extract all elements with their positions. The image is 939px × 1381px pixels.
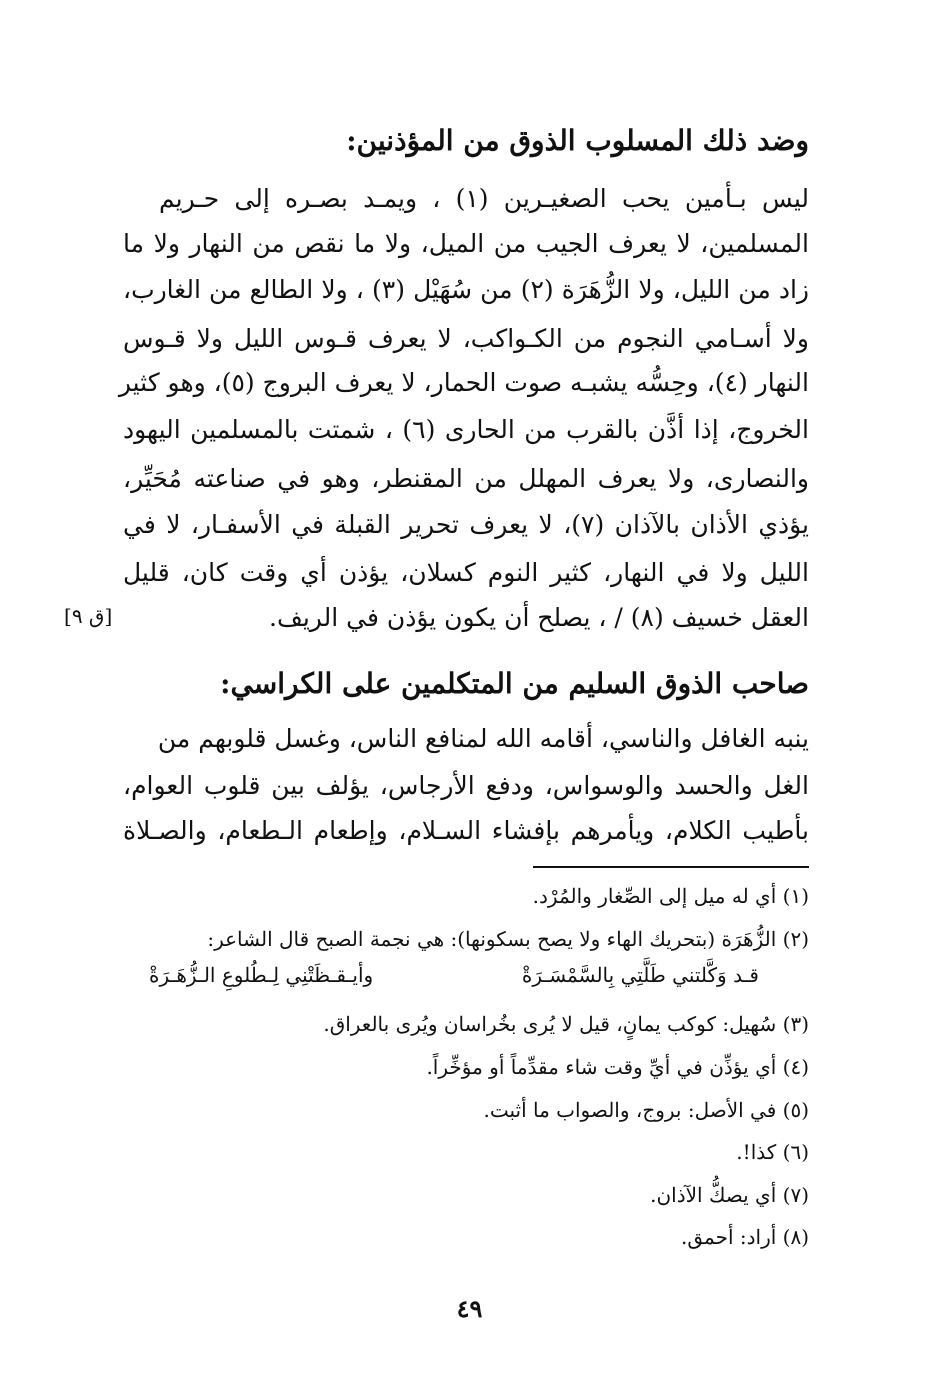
body-line: الغل والحسد والوسواس، ودفع الأرجاس، يؤلف بين قلوب العوام،	[123, 771, 809, 800]
body-line: يؤذي الأذان بالآذان (٧)، لا يعرف تحرير القبلة في الأسفـار، لا في	[123, 510, 809, 539]
body-line: الليل ولا في النهار، كثير النوم كسلان، يؤذن أي وقت كان، قليل	[123, 558, 809, 587]
footnote: (٣) سُهيل: كوكب يمانٍ، قيل لا يُرى بخُراسان ويُرى بالعراق.	[323, 1012, 809, 1036]
manuscript-folio-marker: [ق ٩]	[64, 604, 113, 628]
footnote-separator	[533, 866, 809, 868]
footnote: (٤) أي يؤذِّن في أيِّ وقت شاء مقدِّماً أو مؤخِّراً.	[426, 1055, 809, 1079]
body-line: ولا أسـامي النجوم من الكـواكب، لا يعرف قـوس الليل ولا قـوس	[123, 324, 809, 353]
section-heading-speakers: صاحب الذوق السليم من المتكلمين على الكراسي:	[220, 667, 809, 700]
body-line: زاد من الليل، ولا الزُّهَرَة (٢) من سُهَيْل (٣) ، ولا الطالع من الغارب،	[123, 275, 810, 304]
footnote-verse	[149, 963, 759, 987]
footnote: (١) أي له ميل إلى الصِّغار والمُرْد.	[532, 884, 809, 908]
footnote: (٦) كذا!.	[736, 1140, 809, 1164]
body-line: الخروج، إذا أذَّن بالقرب من الحارى (٦) ، شمتت بالمسلمين اليهود	[123, 415, 809, 444]
body-line: والنصارى، ولا يعرف المهلل من المقنطر، وهو في صناعته مُحَيِّر،	[123, 464, 809, 493]
body-line: بأطيب الكلام، ويأمرهم بإفشاء السـلام، وإطعام الـطعام، والصـلاة	[123, 816, 809, 845]
page-number: ٤٩	[456, 1294, 483, 1323]
footnote: (٥) في الأصل: بروج، والصواب ما أثبت.	[483, 1098, 809, 1122]
footnote: (٢) الزُّهَرَة (بتحريك الهاء ولا يصح بسكونها): هي نجمة الصبح قال الشاعر:	[207, 927, 809, 951]
body-line: ليس بـأمين يحب الصغيـرين (١) ، ويمـد بصـره إلى حـريم	[159, 184, 809, 213]
body-line: المسلمين، لا يعرف الجيب من الميل، ولا ما نقص من النهار ولا ما	[123, 229, 809, 258]
footnote: (٨) أراد: أحمق.	[680, 1225, 809, 1249]
section-heading-muezzins: وضد ذلك المسلوب الذوق من المؤذنين:	[346, 124, 809, 157]
body-line: النهار (٤)، وحِسُّه يشبـه صوت الحمار، لا يعرف البروج (٥)، وهو كثير	[118, 368, 809, 397]
footnote: (٧) أي يصكُّ الآذان.	[650, 1183, 809, 1207]
verse-second-hemistich: وأيـقـظَتْنِي لِـطُلوعِ الـزُّهَـرَةْ	[149, 963, 374, 987]
body-line: ينبه الغافل والناسي، أقامه الله لمنافع الناس، وغسل قلوبهم من	[157, 724, 809, 753]
body-line: العقل خسيف (٨) / ، يصلح أن يكون يؤذن في الريف.	[269, 603, 809, 632]
verse-first-hemistich: قـد وَكَّلتني طَلَّتِي بِالسَّمْسَـرَةْ	[521, 963, 759, 987]
